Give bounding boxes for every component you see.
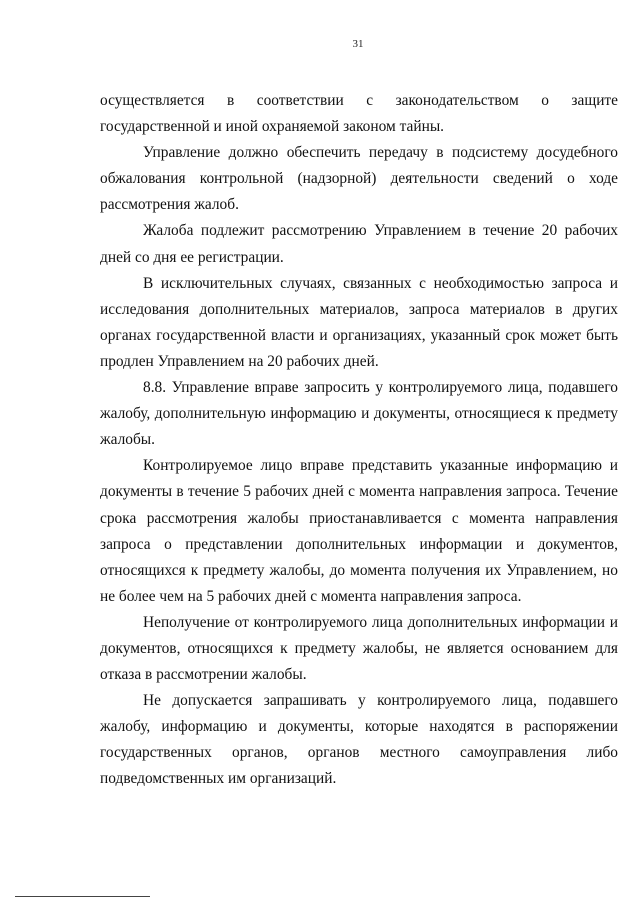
body-text <box>100 88 618 793</box>
paragraph: В исключительных случаях, связанных с необходимостью запроса и исследования дополнительных материалов, запроса материалов в других органах государственной власти и организациях, указанный срок может быть продлен Управлением на 20 рабочих дней. <box>100 274 618 370</box>
paragraph: Контролируемое лицо вправе представить указанные информацию и документы в течение 5 рабочих дней с момента направления запроса. Течение срока рассмотрения жалобы приостанавливается с момента направления запроса о представлении дополнительных информации и документов, относящихся к предмету жалобы, до момента получения их Управлением, но не более чем на 5 рабочих дней с момента направления запроса. <box>100 457 618 605</box>
paragraph-continuation: осуществляется в соответствии с законодательством о защите государственной и иной охраняемой законом тайны. <box>100 92 618 136</box>
paragraph: Не допускается запрашивать у контролируемого лица, подавшего жалобу, информацию и документы, которые находятся в распоряжении государственных органов, органов местного самоуправления либо подведомственных им организаций. <box>100 692 618 788</box>
footnote-divider <box>15 896 150 897</box>
page-number: 31 <box>352 38 364 50</box>
paragraph-section-8-8: 8.8. Управление вправе запросить у контролируемого лица, подавшего жалобу, дополнительную информацию и документы, относящиеся к предмету жалобы. <box>100 379 618 449</box>
paragraph: Неполучение от контролируемого лица дополнительных информации и документов, относящихся к предмету жалобы, не является основанием для отказа в рассмотрении жалобы. <box>100 613 618 684</box>
paragraph: Жалоба подлежит рассмотрению Управлением в течение 20 рабочих дней со дня ее регистрации. <box>100 222 618 266</box>
paragraph: Управление должно обеспечить передачу в подсистему досудебного обжалования контрольной (надзорной) деятельности сведений о ходе рассмотрения жалоб. <box>100 144 618 214</box>
